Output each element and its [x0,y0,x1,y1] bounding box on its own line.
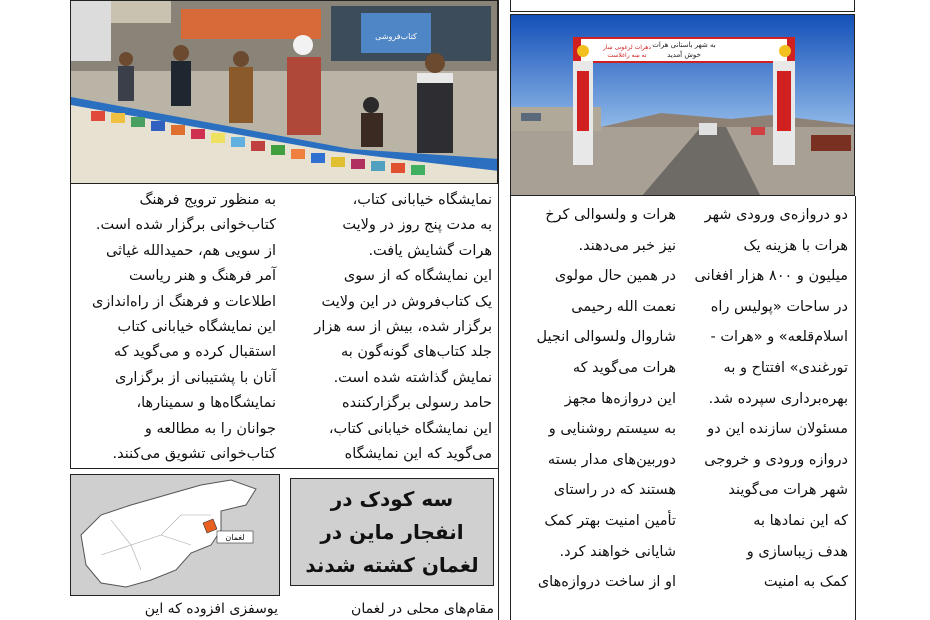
text-line: مسئولان سازنده این دو [707,421,848,438]
text-line: که این نمادها به [753,512,848,529]
text-line: نمایشگاه خیابانی کتاب، [352,192,492,208]
column-rule [70,184,71,468]
text-line: از سویی هم، حمیدالله غیاثی [105,242,276,259]
text-line: هرات با هزینه یک [743,237,848,254]
text-line: برگزار شده، بیش از سه هزار [314,319,492,336]
text-line: در ساحات «پولیس راه [710,298,848,315]
text-line: او از ساخت دروازه‌های [537,574,676,591]
text-line: شهر هرات می‌گویند [728,482,848,499]
text-line: تأمین امنیت بهتر کمک [544,512,676,529]
text-line: این دروازه‌ها مجهز [564,390,676,407]
text-line: هستند که در راستای [553,482,676,499]
text-line: جلد کتاب‌های گونه‌گون به [340,344,492,361]
text-line: تورغندی» افتتاح و به [723,359,848,376]
text-line: نمایش گذاشته شده است. [333,369,492,386]
text-line: هدف زیباسازی و [746,543,848,560]
text-line: هرات می‌گوید که [572,359,676,376]
shop-sign: کتاب‌فروشی [375,32,417,41]
text-line: هرات گشایش یافت. [368,242,492,259]
text-line: اسلام‌قلعه» و «هرات - [710,329,848,346]
column-rule [855,196,856,620]
gate-banner-line1: به شهر باستانی هرات [652,41,716,49]
text-line: دوربین‌های مدار بسته [547,451,676,468]
gate-col-left [514,200,676,598]
laghman-map [70,474,280,596]
mine-lead-right [290,599,494,619]
text-line: این نمایشگاه خیابانی کتاب، [328,420,492,437]
text-line: بهره‌برداری سپرده شد. [708,390,848,407]
column-rule [510,196,511,620]
text-line: حامد رسولی برگزارکننده [342,395,492,412]
gate-banner-line4: ته ښه راغلاست [607,52,647,59]
text-line: هرات و ولسوالی کرخ [545,207,676,223]
afghanistan-map-illustration [71,475,280,596]
gate-photo [510,14,855,196]
column-rule [498,0,499,620]
book-fair-col-right [292,188,492,467]
text-line: کتاب‌خوانی برگزار شده است. [95,217,276,234]
text-line: جوانان را به مطالعه و [144,420,276,437]
text-line: به مدت پنج روز در ولایت [342,217,492,234]
text-line: شاروال ولسوالی انجیل [536,329,676,346]
section-rule [70,468,498,469]
text-line: در همین حال مولوی [554,268,676,285]
book-fair-photo-illustration [71,1,498,184]
text-line: میلیون و ۸۰۰ هزار افغانی [694,268,848,285]
gate-banner-line2: خوش آمدید [667,51,701,59]
text-line: دروازه ورودی و خروجی [704,451,848,468]
text-line: آنان با پشتیبانی از برگزاری [114,369,276,386]
text-line: کتاب‌خوانی تشویق می‌کنند. [112,446,276,463]
gate-banner-line3: دهرات لرغونی ښار [602,44,652,51]
text-line: شایانی خواهند کرد. [559,543,676,560]
text-line: آمر فرهنگ و هنر ریاست [128,268,276,285]
text-line: این نمایشگاه خیابانی کتاب [117,319,276,336]
text-line: به سیستم روشنایی و [548,421,676,438]
text-line: کمک به امنیت [763,574,848,591]
text-line: دو دروازه‌ی ورودی شهر [704,207,848,223]
text-line: نمایشگاه‌ها و سمینارها، [136,395,276,412]
text-line: این نمایشگاه که از سوی [343,268,492,285]
map-label-laghman: لغمان [225,533,245,542]
text-line: نعمت الله رحیمی [571,298,676,315]
text-line: می‌گوید که این نمایشگاه [344,446,492,463]
text-line: استقبال کرده و می‌گوید که [113,344,276,361]
gate-photo-top-rule [510,0,855,12]
page-headline: سه کودک در انفجار ماین در لغمان کشته شدند [305,486,479,577]
text-line: به منظور ترویج فرهنگ [139,192,276,208]
text-line: مقام‌های محلی در لغمان [351,601,494,617]
text-line: اطلاعات و فرهنگ از راه‌اندازی [91,293,276,310]
book-fair-col-left [76,188,276,467]
text-line: نیز خبر می‌دهند. [578,237,676,254]
headline-box [290,478,494,586]
gate-photo-illustration [511,15,855,196]
mine-lead-left [72,599,278,619]
gate-col-right [688,200,848,598]
text-line: یوسفزی افزوده که این [144,601,278,617]
text-line: یک کتاب‌فروش در این ولایت [321,293,492,310]
book-fair-photo [70,0,498,184]
